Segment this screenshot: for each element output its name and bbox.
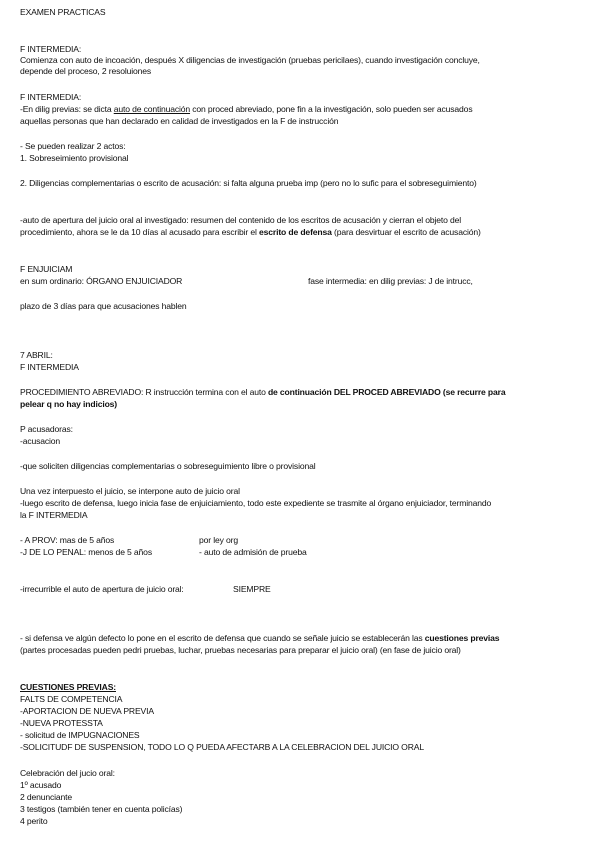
section-heading: F INTERMEDIA: xyxy=(20,44,82,54)
text-line: (partes procesadas pueden pedri pruebas, luchar, pruebas necesarias para preparar el juicio oral) (en fase de juicio oral) xyxy=(20,645,461,655)
list-item: 3 testigos (también tener en cuenta policías) xyxy=(20,804,183,814)
text-line: la F INTERMEDIA xyxy=(20,510,88,520)
text-line: 2. Diligencias complementarias o escrito de acusación: si falta alguna prueba imp (pero no lo sufic para el sobreseguimiento) xyxy=(20,178,477,188)
section-heading: Celebración del jucio oral: xyxy=(20,768,115,778)
bold-term: de continuación DEL PROCED ABREVIADO (se recurre para xyxy=(267,387,506,397)
text-line: -auto de apertura del juicio oral al investigado: resumen del contenido de los escritos de acusación y cierran el objeto del xyxy=(20,215,461,225)
bold-term: escrito de defensa xyxy=(259,227,332,237)
list-item: 2 denunciante xyxy=(20,792,73,802)
text-line: por ley org xyxy=(199,535,238,545)
text-line: -En dilig previas: se dicta auto de continuación con proced abreviado, pone fin a la investigación, solo pueden ser acusados xyxy=(20,104,473,114)
text-line: - si defensa ve algún defecto lo pone en el escrito de defensa que cuando se señale juicio se establecerán las cuestiones previas xyxy=(20,633,500,643)
text-line: SIEMPRE xyxy=(233,584,271,594)
text-line: aquellas personas que han declarado en calidad de investigados en la F de instrucción xyxy=(20,116,339,126)
date-heading: 7 ABRIL: xyxy=(20,350,53,360)
section-heading: F ENJUICIAM xyxy=(20,264,73,274)
text-line: Comienza con auto de incoación, después X diligencias de investigación (pruebas pericilaes), cuando investigación concluye, xyxy=(20,55,480,65)
text-line: procedimiento, ahora se le da 10 días al acusado para escribir el escrito de defensa (para desvirtuar el escrito de acusación) xyxy=(20,227,481,237)
text-line: plazo de 3 días para que acusaciones hablen xyxy=(20,301,187,311)
text-line: PROCEDIMIENTO ABREVIADO: R instrucción termina con el auto de continuación DEL PROCED ABREVIADO (se recurre para xyxy=(20,387,506,397)
text-line: -acusacion xyxy=(20,436,61,446)
section-heading: CUESTIONES PREVIAS: xyxy=(20,682,116,692)
list-item: FALTS DE COMPETENCIA xyxy=(20,694,123,704)
text-line: - A PROV: mas de 5 años xyxy=(20,535,115,545)
list-item: 1º acusado xyxy=(20,780,62,790)
text-line: 1. Sobreseimiento provisional xyxy=(20,153,129,163)
text-line: -que soliciten diligencias complementarias o sobreseguimiento libre o provisional xyxy=(20,461,316,471)
text-line: en sum ordinario: ÓRGANO ENJUICIADOR xyxy=(20,276,183,286)
list-item: -NUEVA PROTESSTA xyxy=(20,718,103,728)
text-line: -J DE LO PENAL: menos de 5 años xyxy=(20,547,152,557)
underlined-term: auto de continuación xyxy=(113,104,191,114)
section-heading: F INTERMEDIA: xyxy=(20,92,82,102)
text-line: - Se pueden realizar 2 actos: xyxy=(20,141,126,151)
list-item: -APORTACION DE NUEVA PREVIA xyxy=(20,706,154,716)
text-line: - auto de admisión de prueba xyxy=(199,547,307,557)
text-line: pelear q no hay indicios) xyxy=(20,399,118,409)
text-line: depende del proceso, 2 resoluiones xyxy=(20,66,152,76)
bold-term: cuestiones previas xyxy=(424,633,500,643)
list-item: 4 perito xyxy=(20,816,48,826)
text-line: fase intermedia: en dilig previas: J de intrucc, xyxy=(308,276,473,286)
text-line: -luego escrito de defensa, luego inicia fase de enjuiciamiento, todo este expediente se trasmite al órgano enjuiciador, terminando xyxy=(20,498,492,508)
list-item: - solicitud de IMPUGNACIONES xyxy=(20,730,140,740)
section-heading: F INTERMEDIA xyxy=(20,362,79,372)
document-title: EXAMEN PRACTICAS xyxy=(20,7,106,17)
text-line: P acusadoras: xyxy=(20,424,73,434)
text-line: -irrecurrible el auto de apertura de juicio oral: xyxy=(20,584,184,594)
text-line: Una vez interpuesto el juicio, se interpone auto de juicio oral xyxy=(20,486,240,496)
list-item: -SOLICITUDF DE SUSPENSION, TODO LO Q PUEDA AFECTARB A LA CELEBRACION DEL JUICIO ORAL xyxy=(20,742,424,752)
